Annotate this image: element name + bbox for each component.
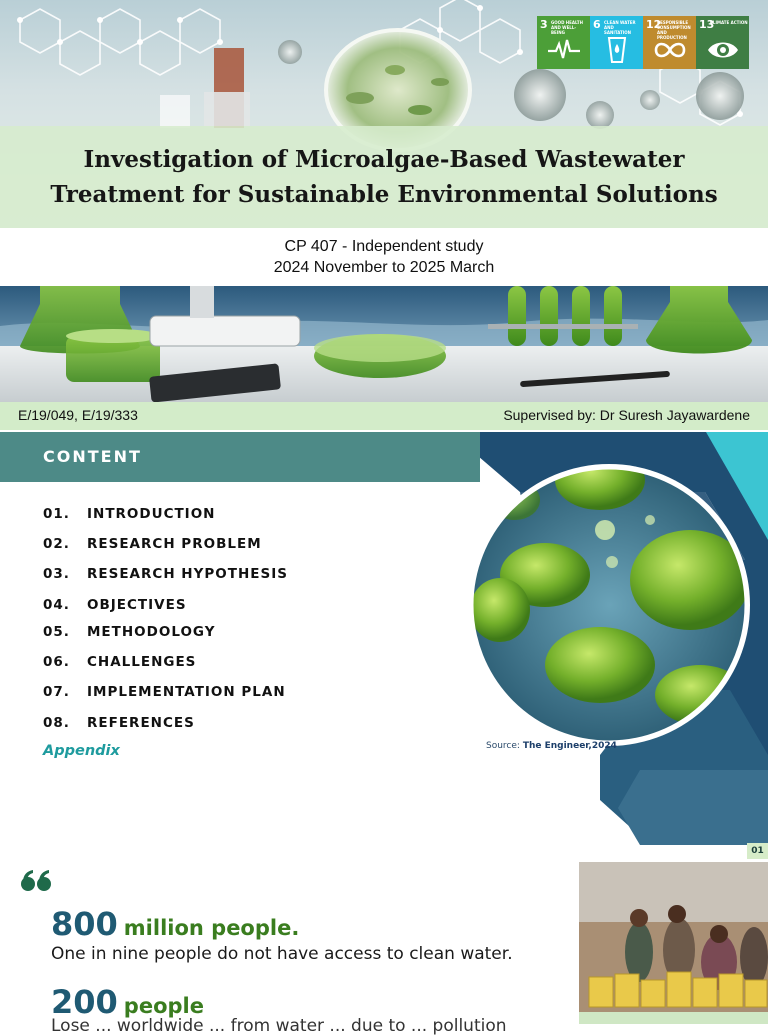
page-title-line-1: Investigation of Microalgae-Based Wastewater — [83, 146, 685, 173]
stat-unit: million people. — [123, 916, 300, 940]
page-title-line-2: Treatment for Sustainable Environmental Solutions — [50, 181, 718, 208]
stat-1-headline — [51, 905, 299, 943]
toc-number: 05. — [43, 624, 70, 640]
toc-label: OBJECTIVES — [87, 597, 187, 613]
sdg-number: 12 — [646, 18, 662, 31]
source-name: The Engineer,2024 — [522, 741, 617, 751]
stat-number: 200 — [51, 983, 118, 1021]
toc-label: RESEARCH PROBLEM — [87, 536, 262, 552]
student-ids: E/19/049, E/19/333 — [18, 407, 138, 423]
course-title: - Independent study — [337, 238, 484, 255]
appendix-link[interactable]: Appendix — [43, 743, 120, 759]
children-water-photo — [579, 862, 768, 1012]
toc-label: CHALLENGES — [87, 654, 197, 670]
image-source-credit — [486, 741, 617, 751]
toc-number: 02. — [43, 536, 70, 552]
toc-item-challenges[interactable] — [43, 654, 196, 674]
toc-number: 07. — [43, 684, 70, 700]
toc-item-research-hypothesis[interactable] — [43, 566, 288, 586]
sdg-number: 13 — [699, 18, 715, 31]
toc-number: 08. — [43, 715, 70, 731]
toc-label: IMPLEMENTATION PLAN — [87, 684, 286, 700]
toc-number: 06. — [43, 654, 70, 670]
source-prefix: Source: — [486, 741, 523, 751]
toc-number: 03. — [43, 566, 70, 582]
children-with-water-cans-illustration — [579, 862, 768, 1012]
stat-number: 800 — [51, 905, 118, 943]
content-header — [0, 432, 480, 482]
sdg-label: CLIMATE ACTION — [710, 20, 748, 25]
toc-label: REFERENCES — [87, 715, 195, 731]
stat-unit: people — [123, 994, 204, 1018]
course-code: CP 407 — [284, 238, 338, 255]
page-number: 01 — [747, 843, 768, 859]
course-period: 2024 November to 2025 March — [273, 259, 495, 276]
sdg-number: 6 — [593, 18, 601, 31]
sdg-label: RESPONSIBLE CONSUMPTION AND PRODUCTION — [657, 20, 691, 40]
toc-item-methodology[interactable] — [43, 624, 215, 644]
toc-item-research-problem[interactable] — [43, 536, 262, 556]
toc-item-references[interactable] — [43, 715, 195, 735]
toc-number: 01. — [43, 506, 70, 522]
toc-label: METHODOLOGY — [87, 624, 216, 640]
supervisor: Supervised by: Dr Suresh Jayawardene — [503, 407, 750, 423]
content-heading: CONTENT — [43, 447, 142, 466]
toc-item-introduction[interactable] — [43, 506, 215, 526]
toc-number: 04. — [43, 597, 70, 613]
photo-caption-strip — [579, 1012, 768, 1024]
sdg-number: 3 — [540, 18, 548, 31]
sdg-label: CLEAN WATER AND SANITATION — [604, 20, 636, 35]
sdg-label: GOOD HEALTH AND WELL-BEING — [551, 20, 583, 35]
toc-item-objectives[interactable] — [43, 597, 187, 617]
quote-icon — [20, 870, 52, 892]
stat-1-description: One in nine people do not have access to clean water. — [51, 944, 513, 964]
toc-item-implementation-plan[interactable] — [43, 684, 286, 704]
toc-label: INTRODUCTION — [87, 506, 216, 522]
stat-2-description: Lose ... worldwide ... from water ... due to ... pollution — [51, 1016, 507, 1036]
toc-label: RESEARCH HYPOTHESIS — [87, 566, 288, 582]
